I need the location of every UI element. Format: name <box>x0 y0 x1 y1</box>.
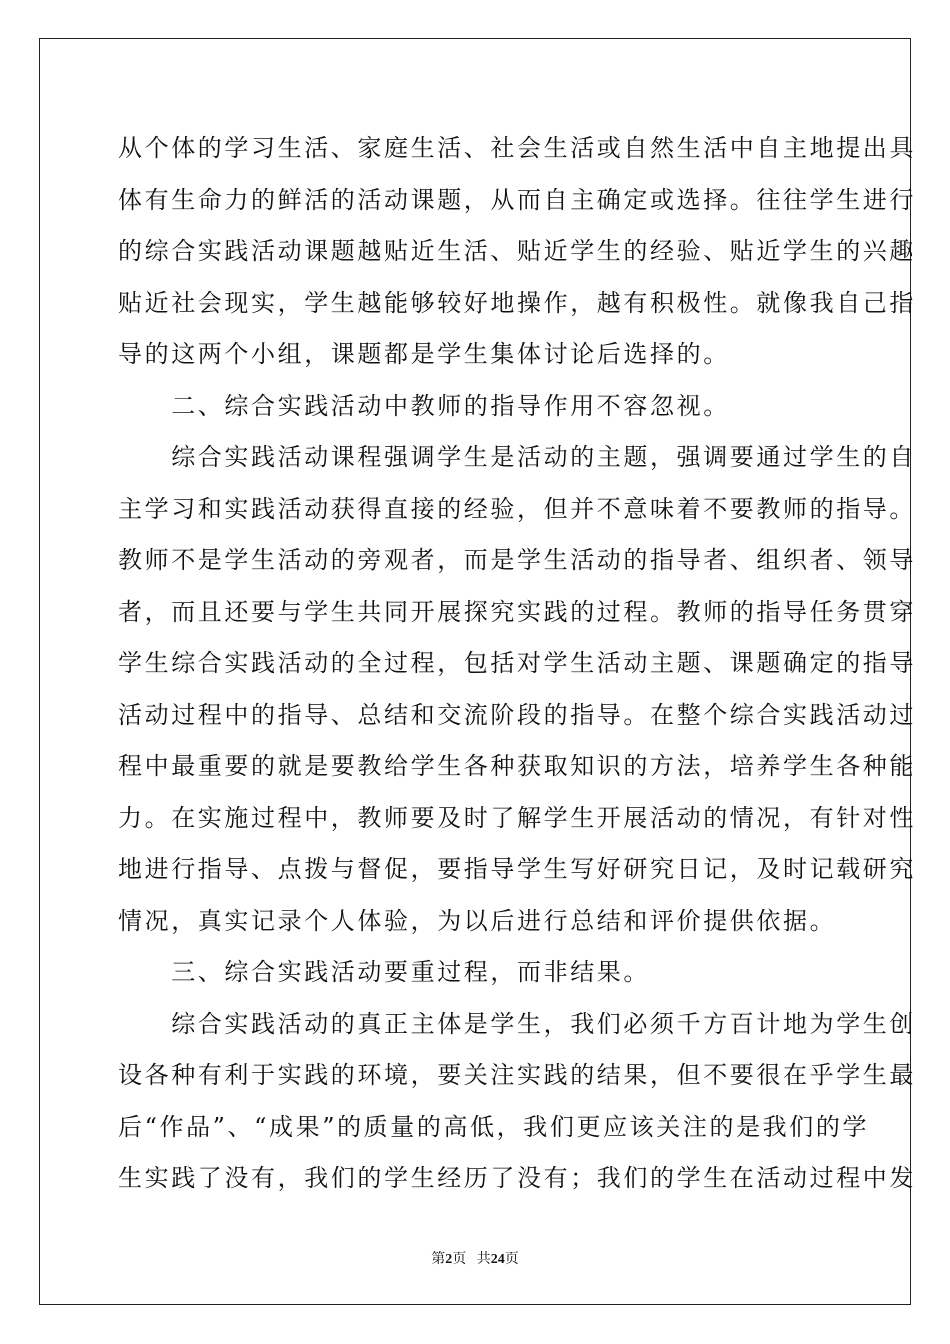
text-line: 活动过程中的指导、总结和交流阶段的指导。在整个综合实践活动过 <box>118 701 916 729</box>
total-suffix: 页 <box>504 1252 519 1267</box>
total-pages: 24 <box>490 1252 505 1267</box>
text-line: 从个体的学习生活、家庭生活、社会生活或自然生活中自主地提出具 <box>118 134 916 162</box>
text-line: 情况，真实记录个人体验，为以后进行总结和评价提供依据。 <box>118 907 837 935</box>
text-line: 者，而且还要与学生共同开展探究实践的过程。教师的指导任务贯穿 <box>118 598 916 626</box>
text-line: 综合实践活动的真正主体是学生，我们必须千方百计地为学生创 <box>118 1010 916 1038</box>
text-line: 地进行指导、点拨与督促，要指导学生写好研究日记，及时记载研究 <box>118 855 916 883</box>
total-prefix: 共 <box>476 1252 491 1267</box>
text-line: 力。在实施过程中，教师要及时了解学生开展活动的情况，有针对性 <box>118 804 916 832</box>
page-footer <box>0 1248 950 1268</box>
section-heading: 二、综合实践活动中教师的指导作用不容忽视。 <box>118 392 730 420</box>
text-line: 生实践了没有，我们的学生经历了没有；我们的学生在活动过程中发 <box>118 1164 916 1192</box>
text-line: 的综合实践活动课题越贴近生活、贴近学生的经验、贴近学生的兴趣 <box>118 237 916 265</box>
page-suffix: 页 <box>452 1252 467 1267</box>
text-line: 程中最重要的就是要教给学生各种获取知识的方法，培养学生各种能 <box>118 752 916 780</box>
text-line: 学生综合实践活动的全过程，包括对学生活动主题、课题确定的指导 <box>118 649 916 677</box>
text-line: 设各种有利于实践的环境，要关注实践的结果，但不要很在乎学生最 <box>118 1061 916 1089</box>
text-line: 综合实践活动课程强调学生是活动的主题，强调要通过学生的自 <box>118 443 916 471</box>
text-line: 导的这两个小组，课题都是学生集体讨论后选择的。 <box>118 340 730 368</box>
text-line: 体有生命力的鲜活的活动课题，从而自主确定或选择。往往学生进行 <box>118 186 916 214</box>
section-heading: 三、综合实践活动要重过程，而非结果。 <box>118 958 650 986</box>
text-line: 主学习和实践活动获得直接的经验，但并不意味着不要教师的指导。 <box>118 495 916 523</box>
text-line: 教师不是学生活动的旁观者，而是学生活动的指导者、组织者、领导 <box>118 546 916 574</box>
page-prefix: 第 <box>431 1252 446 1267</box>
page-number: 2 <box>445 1252 453 1267</box>
text-line: 贴近社会现实，学生越能够较好地操作，越有积极性。就像我自己指 <box>118 289 916 317</box>
text-line: 后“作品”、“成果”的质量的高低，我们更应该关注的是我们的学 <box>118 1113 870 1141</box>
